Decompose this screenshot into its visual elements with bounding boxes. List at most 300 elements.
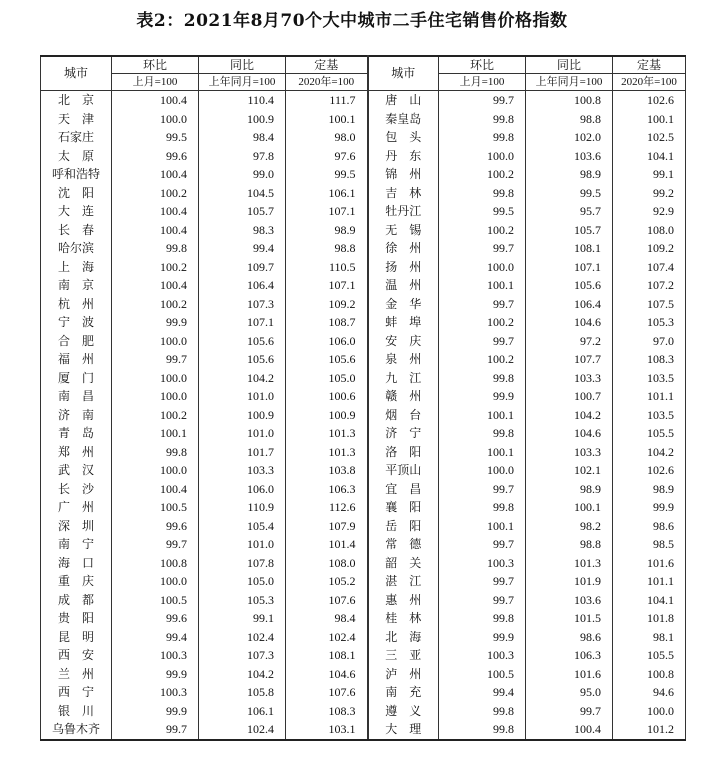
city-cell-left: 成 都 — [41, 591, 112, 610]
table-row — [41, 350, 686, 369]
fixed-cell-right: 99.9 — [613, 498, 686, 517]
yoy-cell-right: 100.7 — [526, 387, 613, 406]
fixed-cell-left: 108.1 — [286, 646, 368, 665]
city-header-right: 城市 — [368, 56, 439, 91]
fixed-cell-right: 102.6 — [613, 461, 686, 480]
fixed-cell-left: 107.1 — [286, 276, 368, 295]
city-cell-left: 重 庆 — [41, 572, 112, 591]
yoy-cell-right: 106.3 — [526, 646, 613, 665]
mom-cell-right: 99.8 — [439, 128, 526, 147]
table-row — [41, 221, 686, 240]
yoy-cell-right: 104.2 — [526, 406, 613, 425]
fixed-cell-left: 104.6 — [286, 665, 368, 684]
table-title: 表2：2021年8月70个大中城市二手住宅销售价格指数 — [136, 11, 568, 31]
price-index-table — [40, 55, 686, 741]
mom-cell-left: 99.6 — [112, 609, 199, 628]
mom-header-right: 环比 — [439, 56, 526, 74]
mom-cell-right: 99.7 — [439, 332, 526, 351]
yoy-cell-right: 104.6 — [526, 313, 613, 332]
city-cell-left: 太 原 — [41, 147, 112, 166]
yoy-cell-left: 107.1 — [199, 313, 286, 332]
table-row — [41, 387, 686, 406]
mom-cell-left: 99.8 — [112, 239, 199, 258]
yoy-cell-right: 101.3 — [526, 554, 613, 573]
city-cell-right: 扬 州 — [368, 258, 439, 277]
fixed-cell-right: 108.0 — [613, 221, 686, 240]
city-cell-left: 南 京 — [41, 276, 112, 295]
yoy-cell-right: 103.3 — [526, 369, 613, 388]
mom-cell-left: 100.0 — [112, 332, 199, 351]
city-cell-right: 南 充 — [368, 683, 439, 702]
yoy-cell-left: 101.0 — [199, 424, 286, 443]
mom-cell-right: 100.1 — [439, 406, 526, 425]
yoy-cell-left: 105.3 — [199, 591, 286, 610]
yoy-cell-left: 110.4 — [199, 91, 286, 110]
fixed-cell-right: 101.1 — [613, 387, 686, 406]
city-cell-left: 石家庄 — [41, 128, 112, 147]
table-row — [41, 572, 686, 591]
city-cell-right: 遵 义 — [368, 702, 439, 721]
mom-cell-left: 99.5 — [112, 128, 199, 147]
mom-subheader-right: 上月=100 — [439, 74, 526, 91]
mom-cell-left: 100.4 — [112, 480, 199, 499]
city-cell-left: 贵 阳 — [41, 609, 112, 628]
city-cell-left: 西 宁 — [41, 683, 112, 702]
yoy-cell-left: 105.0 — [199, 572, 286, 591]
mom-cell-right: 99.8 — [439, 720, 526, 740]
fixed-cell-left: 98.4 — [286, 609, 368, 628]
yoy-cell-left: 105.6 — [199, 332, 286, 351]
table-row — [41, 313, 686, 332]
city-cell-left: 南 宁 — [41, 535, 112, 554]
city-cell-left: 福 州 — [41, 350, 112, 369]
yoy-cell-right: 97.2 — [526, 332, 613, 351]
table-row — [41, 147, 686, 166]
city-cell-left: 宁 波 — [41, 313, 112, 332]
mom-cell-right: 99.5 — [439, 202, 526, 221]
city-cell-left: 济 南 — [41, 406, 112, 425]
yoy-cell-left: 107.3 — [199, 295, 286, 314]
yoy-cell-left: 106.4 — [199, 276, 286, 295]
yoy-cell-right: 107.1 — [526, 258, 613, 277]
fixed-cell-right: 105.3 — [613, 313, 686, 332]
city-cell-right: 泉 州 — [368, 350, 439, 369]
fixed-cell-left: 101.3 — [286, 443, 368, 462]
city-cell-right: 锦 州 — [368, 165, 439, 184]
yoy-cell-right: 101.5 — [526, 609, 613, 628]
fixed-cell-left: 105.2 — [286, 572, 368, 591]
table-row — [41, 295, 686, 314]
yoy-cell-right: 103.6 — [526, 591, 613, 610]
table-row — [41, 239, 686, 258]
fixed-cell-right: 109.2 — [613, 239, 686, 258]
mom-cell-left: 100.2 — [112, 258, 199, 277]
fixed-cell-right: 94.6 — [613, 683, 686, 702]
city-cell-left: 北 京 — [41, 91, 112, 110]
yoy-cell-right: 100.1 — [526, 498, 613, 517]
city-cell-left: 上 海 — [41, 258, 112, 277]
table-row — [41, 498, 686, 517]
yoy-cell-left: 99.1 — [199, 609, 286, 628]
fixed-cell-left: 103.8 — [286, 461, 368, 480]
fixed-cell-right: 107.4 — [613, 258, 686, 277]
fixed-cell-left: 107.6 — [286, 591, 368, 610]
table-body — [41, 91, 686, 740]
fixed-cell-left: 100.6 — [286, 387, 368, 406]
mom-cell-left: 100.4 — [112, 276, 199, 295]
fixed-cell-left: 100.1 — [286, 110, 368, 129]
table-row — [41, 332, 686, 351]
fixed-cell-right: 92.9 — [613, 202, 686, 221]
yoy-cell-left: 99.0 — [199, 165, 286, 184]
mom-cell-left: 100.2 — [112, 406, 199, 425]
city-cell-right: 金 华 — [368, 295, 439, 314]
mom-cell-left: 100.2 — [112, 295, 199, 314]
fixed-cell-left: 105.0 — [286, 369, 368, 388]
mom-cell-right: 100.2 — [439, 313, 526, 332]
table-row — [41, 202, 686, 221]
fixed-cell-left: 101.4 — [286, 535, 368, 554]
mom-cell-right: 100.1 — [439, 517, 526, 536]
city-cell-left: 长 春 — [41, 221, 112, 240]
yoy-cell-right: 98.9 — [526, 165, 613, 184]
city-cell-right: 温 州 — [368, 276, 439, 295]
mom-cell-left: 99.6 — [112, 147, 199, 166]
fixed-cell-left: 111.7 — [286, 91, 368, 110]
yoy-cell-left: 102.4 — [199, 628, 286, 647]
fixed-cell-right: 101.2 — [613, 720, 686, 740]
mom-cell-left: 100.4 — [112, 221, 199, 240]
table-row — [41, 665, 686, 684]
yoy-cell-left: 100.9 — [199, 110, 286, 129]
fixed-cell-left: 98.9 — [286, 221, 368, 240]
table-row — [41, 480, 686, 499]
yoy-cell-right: 95.0 — [526, 683, 613, 702]
mom-cell-right: 99.7 — [439, 239, 526, 258]
fixed-subheader-left: 2020年=100 — [286, 74, 368, 91]
fixed-cell-left: 109.2 — [286, 295, 368, 314]
mom-cell-left: 99.6 — [112, 517, 199, 536]
mom-cell-left: 100.5 — [112, 498, 199, 517]
yoy-cell-right: 105.6 — [526, 276, 613, 295]
city-cell-right: 惠 州 — [368, 591, 439, 610]
city-cell-right: 韶 关 — [368, 554, 439, 573]
mom-cell-left: 99.7 — [112, 350, 199, 369]
city-cell-right: 三 亚 — [368, 646, 439, 665]
yoy-cell-left: 105.8 — [199, 683, 286, 702]
mom-cell-left: 100.0 — [112, 387, 199, 406]
mom-cell-left: 99.7 — [112, 720, 199, 740]
yoy-cell-right: 106.4 — [526, 295, 613, 314]
city-cell-right: 丹 东 — [368, 147, 439, 166]
city-cell-left: 深 圳 — [41, 517, 112, 536]
fixed-cell-left: 107.1 — [286, 202, 368, 221]
fixed-cell-right: 104.1 — [613, 147, 686, 166]
yoy-cell-left: 98.3 — [199, 221, 286, 240]
city-cell-left: 杭 州 — [41, 295, 112, 314]
mom-cell-left: 100.3 — [112, 646, 199, 665]
fixed-cell-right: 104.1 — [613, 591, 686, 610]
mom-cell-right: 99.7 — [439, 535, 526, 554]
city-cell-left: 呼和浩特 — [41, 165, 112, 184]
mom-cell-right: 100.0 — [439, 461, 526, 480]
fixed-cell-right: 101.1 — [613, 572, 686, 591]
city-cell-right: 岳 阳 — [368, 517, 439, 536]
yoy-cell-left: 106.1 — [199, 702, 286, 721]
mom-cell-right: 99.8 — [439, 498, 526, 517]
table-row — [41, 128, 686, 147]
yoy-cell-left: 104.5 — [199, 184, 286, 203]
fixed-cell-right: 100.8 — [613, 665, 686, 684]
mom-cell-left: 99.9 — [112, 313, 199, 332]
city-cell-left: 兰 州 — [41, 665, 112, 684]
city-cell-left: 沈 阳 — [41, 184, 112, 203]
city-cell-right: 常 德 — [368, 535, 439, 554]
mom-cell-left: 99.7 — [112, 535, 199, 554]
fixed-cell-left: 102.4 — [286, 628, 368, 647]
mom-cell-left: 100.3 — [112, 683, 199, 702]
mom-cell-left: 100.0 — [112, 110, 199, 129]
mom-cell-right: 99.8 — [439, 702, 526, 721]
yoy-cell-left: 103.3 — [199, 461, 286, 480]
city-cell-left: 广 州 — [41, 498, 112, 517]
yoy-cell-right: 98.9 — [526, 480, 613, 499]
city-cell-right: 安 庆 — [368, 332, 439, 351]
yoy-subheader-right: 上年同月=100 — [526, 74, 613, 91]
city-cell-right: 襄 阳 — [368, 498, 439, 517]
city-cell-right: 牡丹江 — [368, 202, 439, 221]
city-cell-right: 唐 山 — [368, 91, 439, 110]
city-cell-right: 大 理 — [368, 720, 439, 740]
mom-cell-right: 99.9 — [439, 628, 526, 647]
fixed-cell-left: 101.3 — [286, 424, 368, 443]
yoy-cell-right: 98.2 — [526, 517, 613, 536]
city-cell-right: 桂 林 — [368, 609, 439, 628]
city-cell-left: 青 岛 — [41, 424, 112, 443]
mom-cell-left: 100.0 — [112, 572, 199, 591]
table-row — [41, 517, 686, 536]
fixed-cell-left: 106.1 — [286, 184, 368, 203]
city-cell-right: 包 头 — [368, 128, 439, 147]
mom-cell-left: 99.9 — [112, 702, 199, 721]
city-cell-left: 厦 门 — [41, 369, 112, 388]
yoy-cell-left: 101.0 — [199, 387, 286, 406]
mom-cell-right: 99.7 — [439, 480, 526, 499]
city-cell-right: 宜 昌 — [368, 480, 439, 499]
fixed-cell-right: 108.3 — [613, 350, 686, 369]
mom-cell-right: 100.1 — [439, 443, 526, 462]
fixed-cell-left: 107.6 — [286, 683, 368, 702]
city-cell-right: 无 锡 — [368, 221, 439, 240]
yoy-cell-right: 103.6 — [526, 147, 613, 166]
yoy-cell-right: 98.8 — [526, 535, 613, 554]
mom-cell-right: 99.7 — [439, 91, 526, 110]
city-cell-right: 九 江 — [368, 369, 439, 388]
table-row — [41, 406, 686, 425]
fixed-cell-right: 98.9 — [613, 480, 686, 499]
table-row — [41, 591, 686, 610]
mom-cell-left: 100.2 — [112, 184, 199, 203]
city-cell-left: 合 肥 — [41, 332, 112, 351]
fixed-cell-left: 107.9 — [286, 517, 368, 536]
table-row — [41, 110, 686, 129]
city-cell-right: 湛 江 — [368, 572, 439, 591]
fixed-header-left: 定基 — [286, 56, 368, 74]
yoy-cell-right: 99.5 — [526, 184, 613, 203]
city-cell-right: 秦皇岛 — [368, 110, 439, 129]
city-cell-left: 长 沙 — [41, 480, 112, 499]
fixed-cell-left: 106.0 — [286, 332, 368, 351]
table-row — [41, 461, 686, 480]
city-cell-right: 北 海 — [368, 628, 439, 647]
fixed-cell-left: 99.5 — [286, 165, 368, 184]
mom-cell-right: 100.0 — [439, 147, 526, 166]
fixed-cell-left: 112.6 — [286, 498, 368, 517]
table-row — [41, 683, 686, 702]
city-header-left: 城市 — [41, 56, 112, 91]
mom-cell-left: 100.5 — [112, 591, 199, 610]
fixed-header-right: 定基 — [613, 56, 686, 74]
table-row — [41, 184, 686, 203]
mom-cell-right: 99.8 — [439, 424, 526, 443]
yoy-cell-left: 97.8 — [199, 147, 286, 166]
yoy-cell-left: 102.4 — [199, 720, 286, 740]
yoy-cell-left: 104.2 — [199, 369, 286, 388]
yoy-cell-left: 99.4 — [199, 239, 286, 258]
fixed-cell-right: 107.2 — [613, 276, 686, 295]
yoy-cell-right: 99.7 — [526, 702, 613, 721]
table-header — [41, 56, 686, 91]
mom-subheader-left: 上月=100 — [112, 74, 199, 91]
city-cell-right: 徐 州 — [368, 239, 439, 258]
yoy-cell-right: 107.7 — [526, 350, 613, 369]
fixed-cell-right: 101.6 — [613, 554, 686, 573]
city-cell-left: 乌鲁木齐 — [41, 720, 112, 740]
fixed-cell-left: 106.3 — [286, 480, 368, 499]
yoy-cell-left: 106.0 — [199, 480, 286, 499]
fixed-cell-right: 100.1 — [613, 110, 686, 129]
city-cell-left: 哈尔滨 — [41, 239, 112, 258]
table-row — [41, 628, 686, 647]
fixed-cell-right: 105.5 — [613, 424, 686, 443]
yoy-cell-left: 104.2 — [199, 665, 286, 684]
table-row — [41, 369, 686, 388]
yoy-cell-right: 98.6 — [526, 628, 613, 647]
yoy-cell-right: 102.0 — [526, 128, 613, 147]
table-row — [41, 443, 686, 462]
mom-cell-right: 99.7 — [439, 572, 526, 591]
fixed-cell-right: 100.0 — [613, 702, 686, 721]
table-row — [41, 258, 686, 277]
table-row — [41, 702, 686, 721]
mom-cell-right: 99.8 — [439, 609, 526, 628]
mom-cell-right: 100.2 — [439, 221, 526, 240]
city-cell-right: 平顶山 — [368, 461, 439, 480]
yoy-subheader-left: 上年同月=100 — [199, 74, 286, 91]
mom-cell-right: 99.7 — [439, 295, 526, 314]
yoy-cell-right: 101.9 — [526, 572, 613, 591]
city-cell-right: 济 宁 — [368, 424, 439, 443]
yoy-cell-left: 110.9 — [199, 498, 286, 517]
fixed-cell-right: 102.5 — [613, 128, 686, 147]
fixed-cell-right: 101.8 — [613, 609, 686, 628]
yoy-cell-right: 95.7 — [526, 202, 613, 221]
fixed-cell-left: 97.6 — [286, 147, 368, 166]
mom-cell-right: 100.3 — [439, 554, 526, 573]
city-cell-right: 泸 州 — [368, 665, 439, 684]
yoy-cell-left: 100.9 — [199, 406, 286, 425]
fixed-cell-right: 103.5 — [613, 369, 686, 388]
fixed-cell-left: 108.3 — [286, 702, 368, 721]
yoy-header-right: 同比 — [526, 56, 613, 74]
fixed-cell-right: 99.2 — [613, 184, 686, 203]
mom-cell-right: 100.5 — [439, 665, 526, 684]
yoy-cell-left: 101.0 — [199, 535, 286, 554]
table-row — [41, 609, 686, 628]
table-row — [41, 554, 686, 573]
fixed-cell-right: 104.2 — [613, 443, 686, 462]
fixed-cell-right: 98.1 — [613, 628, 686, 647]
city-cell-left: 昆 明 — [41, 628, 112, 647]
city-cell-left: 海 口 — [41, 554, 112, 573]
yoy-cell-right: 108.1 — [526, 239, 613, 258]
yoy-cell-right: 101.6 — [526, 665, 613, 684]
mom-cell-right: 99.4 — [439, 683, 526, 702]
yoy-cell-left: 105.7 — [199, 202, 286, 221]
city-cell-right: 赣 州 — [368, 387, 439, 406]
mom-cell-left: 100.0 — [112, 369, 199, 388]
table-row — [41, 91, 686, 110]
fixed-cell-right: 103.5 — [613, 406, 686, 425]
yoy-cell-right: 102.1 — [526, 461, 613, 480]
mom-cell-left: 99.4 — [112, 628, 199, 647]
fixed-cell-left: 103.1 — [286, 720, 368, 740]
table-row — [41, 424, 686, 443]
yoy-cell-left: 107.8 — [199, 554, 286, 573]
mom-cell-right: 99.8 — [439, 369, 526, 388]
city-cell-left: 天 津 — [41, 110, 112, 129]
fixed-cell-right: 105.5 — [613, 646, 686, 665]
yoy-cell-left: 109.7 — [199, 258, 286, 277]
fixed-cell-left: 98.8 — [286, 239, 368, 258]
yoy-header-left: 同比 — [199, 56, 286, 74]
city-cell-left: 武 汉 — [41, 461, 112, 480]
yoy-cell-right: 105.7 — [526, 221, 613, 240]
city-cell-left: 南 昌 — [41, 387, 112, 406]
fixed-cell-right: 98.6 — [613, 517, 686, 536]
mom-cell-right: 99.7 — [439, 591, 526, 610]
mom-cell-left: 100.0 — [112, 461, 199, 480]
mom-cell-left: 99.8 — [112, 443, 199, 462]
mom-cell-right: 100.2 — [439, 165, 526, 184]
city-cell-right: 烟 台 — [368, 406, 439, 425]
mom-cell-left: 100.4 — [112, 165, 199, 184]
city-cell-left: 银 川 — [41, 702, 112, 721]
table-row — [41, 535, 686, 554]
mom-cell-left: 100.8 — [112, 554, 199, 573]
mom-cell-right: 99.8 — [439, 184, 526, 203]
mom-cell-left: 100.1 — [112, 424, 199, 443]
mom-cell-right: 100.2 — [439, 350, 526, 369]
fixed-cell-right: 98.5 — [613, 535, 686, 554]
yoy-cell-left: 101.7 — [199, 443, 286, 462]
mom-cell-right: 100.3 — [439, 646, 526, 665]
fixed-cell-right: 97.0 — [613, 332, 686, 351]
fixed-cell-left: 105.6 — [286, 350, 368, 369]
city-cell-right: 吉 林 — [368, 184, 439, 203]
yoy-cell-left: 105.6 — [199, 350, 286, 369]
yoy-cell-right: 103.3 — [526, 443, 613, 462]
